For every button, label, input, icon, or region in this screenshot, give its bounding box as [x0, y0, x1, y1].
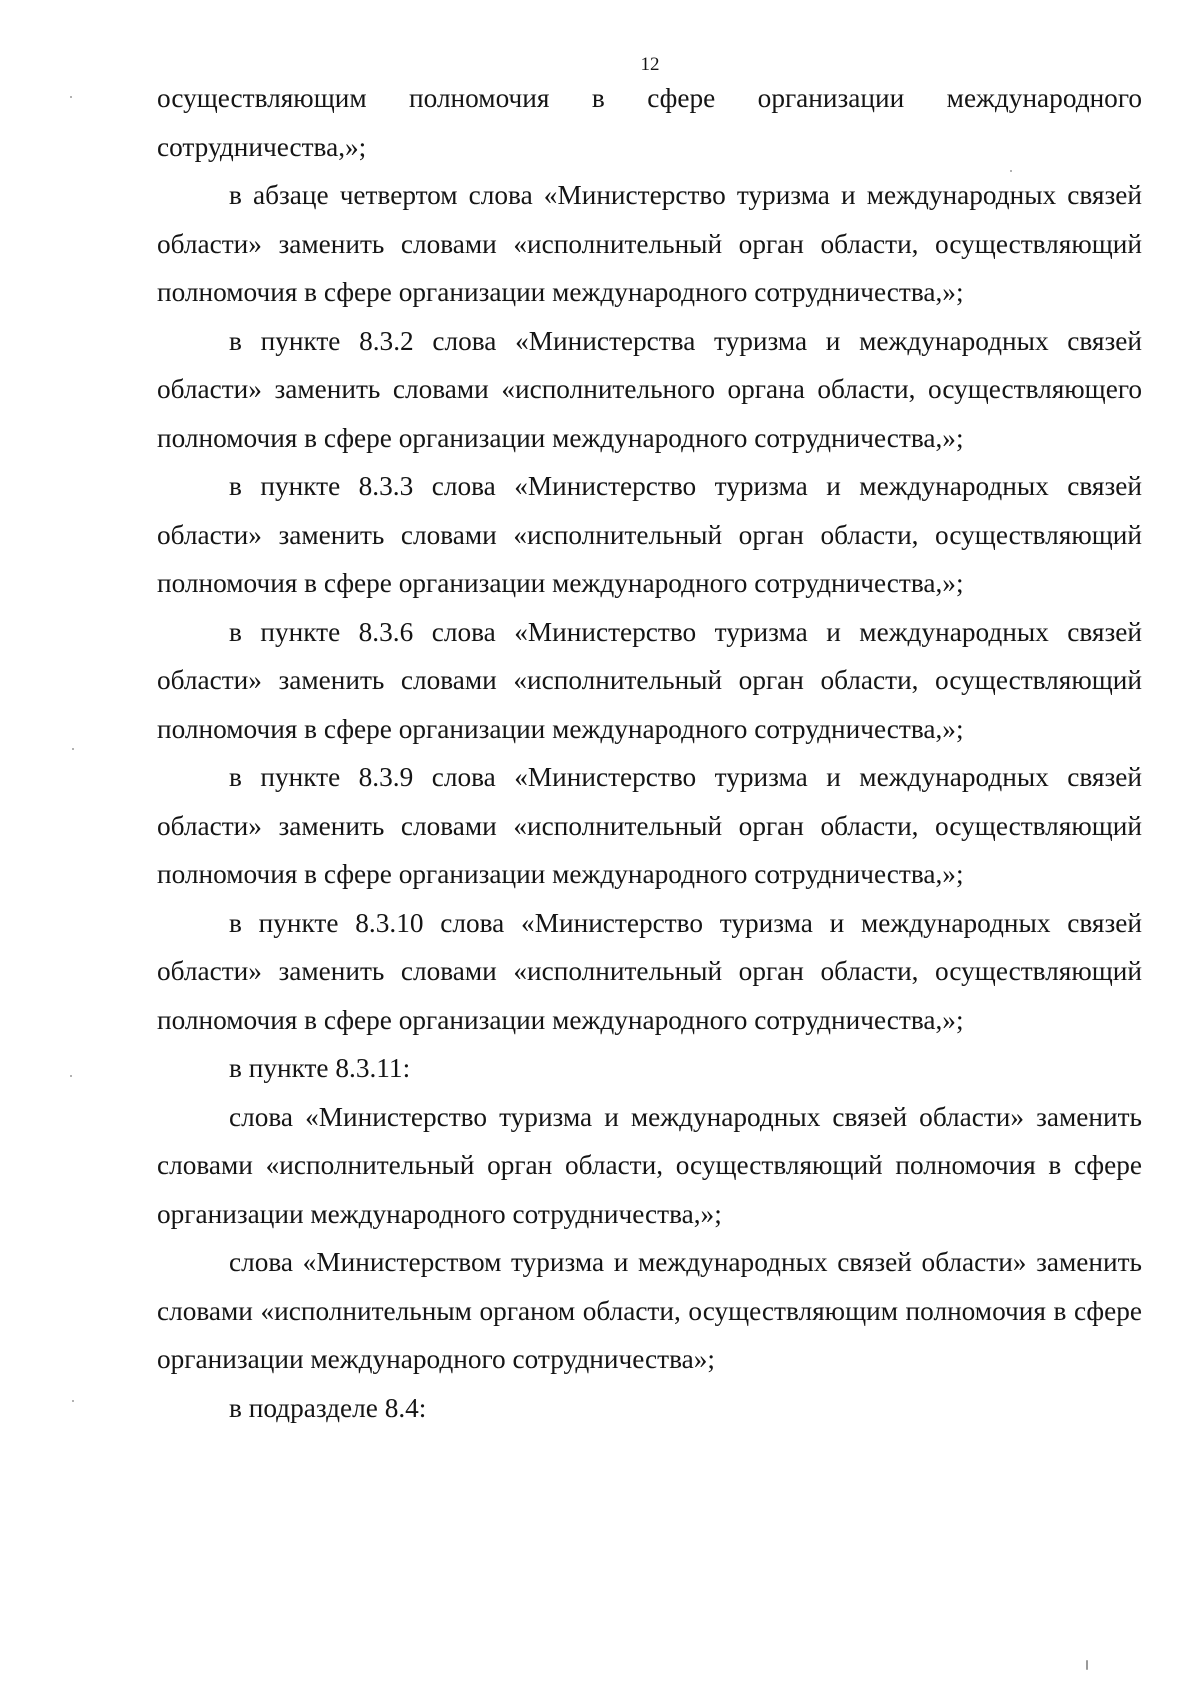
scan-speck [72, 748, 74, 750]
scan-speck [1086, 1660, 1088, 1670]
document-body [157, 74, 1142, 1432]
paragraph-punkt-8-3-6: в пункте 8.3.6 слова «Министерство туризма и международных связей области» заменить словами «исполнительный орган области, осуществляющий полномочия в сфере организации международного сотрудничества,»; [157, 616, 1142, 744]
paragraph-punkt-8-3-11-first-change: слова «Министерство туризма и международных связей области» заменить словами «исполнительный орган области, осуществляющий полномочия в сфере организации международного сотрудничества,»; [157, 1101, 1142, 1229]
paragraph-punkt-8-3-10: в пункте 8.3.10 слова «Министерство туризма и международных связей области» заменить словами «исполнительный орган области, осуществляющий полномочия в сфере организации международного сотрудничества,»; [157, 907, 1142, 1035]
page-number: 12 [640, 54, 660, 75]
paragraph-punkt-8-3-3: в пункте 8.3.3 слова «Министерство туризма и международных связей области» заменить словами «исполнительный орган области, осуществляющий полномочия в сфере организации международного сотрудничества,»; [157, 471, 1142, 598]
paragraph-punkt-8-3-9: в пункте 8.3.9 слова «Министерство туризма и международных связей области» заменить словами «исполнительный орган области, осуществляющий полномочия в сфере организации международного сотрудничества,»; [157, 762, 1142, 889]
scan-speck [72, 1400, 74, 1402]
scan-speck [1010, 170, 1012, 172]
scan-speck [70, 1075, 72, 1077]
scan-speck [70, 96, 72, 98]
paragraph-continuation: осуществляющим полномочия в сфере организации международного сотрудничества,»; [157, 83, 1142, 162]
paragraph-abzac-chetvertyi: в абзаце четвертом слова «Министерство туризма и международных связей области» заменить словами «исполнительный орган области, осуществляющий полномочия в сфере организации международного сотрудничества,»; [157, 180, 1142, 307]
paragraph-punkt-8-3-11-second-change: слова «Министерством туризма и международных связей области» заменить словами «исполнительным органом области, осуществляющим полномочия в сфере организации международного сотрудничества»; [157, 1247, 1142, 1374]
paragraph-punkt-8-3-11-heading: в пункте 8.3.11: [229, 1053, 411, 1083]
paragraph-punkt-8-3-2: в пункте 8.3.2 слова «Министерства туризма и международных связей области» заменить словами «исполнительного органа области, осуществляющего полномочия в сфере организации международного сотрудничества,»; [157, 325, 1142, 453]
paragraph-podrazdel-8-4-heading: в подразделе 8.4: [229, 1392, 427, 1423]
